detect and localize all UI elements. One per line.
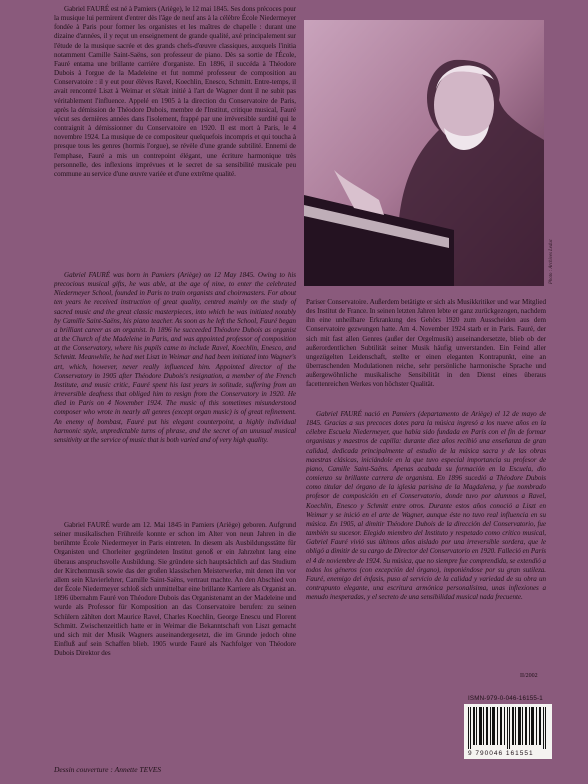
cover-design-credit: Dessin couverture : Annette TEVES xyxy=(54,765,162,774)
ismn-number: ISMN-979-0-046-16155-1 xyxy=(468,695,543,702)
french-biography: Gabriel FAURÉ est né à Pamiers (Ariège), le 12 mai 1845. Ses dons précoces pour la musique lui permirent d'entrer dès l'âge de neuf ans à la célèbre École Niedermeyer fondée à Paris pour former les organistes et les maîtres de chapelle : durant une dizaine d'années, il y reçut un enseignement de grande qualité, axé principalement sur l'étude de la musique sacrée et des grands chefs-d'œuvre classiques, auxquels l'initia notamment Camille Saint-Saëns, son professeur de piano. Dès sa sortie de l'École, Fauré entama une brillante carrière d'organiste. En 1896, il succéda à Théodore Dubois à l'orgue de la Madeleine et fut nommé professeur de composition au Conservatoire : il y eut pour élèves Ravel, Koechlin, Enesco, Schmitt. Entre-temps, il avait rencontré Liszt à Weimar et s'était initié à l'art de Wagner dont il ne subit pas véritablement l'influence. Appelé en 1905 à la direction du Conservatoire de Paris, après la démission de Théodore Dubois, membre de l'Institut, critique musical, Fauré vécut ses dernières années dans l'isolement, frappé par une irréversible surdité qui le contraignit à démissionner du Conservatoire en 1920. Il est mort à Paris, le 4 novembre 1924. La musique de ce compositeur quelquefois incompris et qui toucha à presque tous les genres (hormis l'orgue), se révèle d'une grande subtilité. Ennemi de l'emphase, Fauré a mis un contrepoint élégant, une écriture harmonique très personnelle, des inflexions imprévues et le secret de sa sensibilité musicale peu commune au service d'une œuvre variée et d'une extrême qualité. xyxy=(54,5,296,178)
barcode-bars xyxy=(464,704,552,750)
portrait-illustration xyxy=(304,20,544,286)
english-biography: Gabriel FAURÉ was born in Pamiers (Ariège) on 12 May 1845. Owing to his precocious musical gifts, he was able, at the age of nine, to enter the celebrated Niedermeyer School, founded in Paris to train organists and choirmasters. For about ten years he received instruction of great quality, centred mainly on the study of sacred music and the great classic masterpieces, into which he was initiated notably by Camille Saint-Saëns, his piano teacher. As soon as he left the School, Fauré began a brilliant career as an organist. In 1896 he succeeded Théodore Dubois as organist at the Church of the Madeleine in Paris, and was appointed professor of composition at the Conservatory, where his pupils came to include Ravel, Koechlin, Enesco, and Schmitt. Meanwhile, he had met Liszt in Weimar and had been initiated into Wagner's art, which, however, never really influenced him. Appointed director of the Conservatory in 1905 after Théodore Dubois's resignation, a member of the French Institute, and music critic, Fauré spent his last years in solitude, suffering from an irreversible deafness that obliged him to resign from the Conservatory in 1920. He died in Paris on 4 November 1924. The music of this sometimes misunderstood composer who wrote in nearly all genres (except organ music) is of great refinement. An enemy of bombast, Fauré put his elegant counterpoint, a highly individual harmonic style, unpredictable turns of phrase, and the secret of an unusual musical sensitivity at the service of music that is both varied and of very high quality. xyxy=(54,271,296,444)
photo-credit: Photo : Archives Leduc xyxy=(549,239,554,284)
german-biography-part1: Gabriel FAURÉ wurde am 12. Mai 1845 in Pamiers (Ariège) geboren. Aufgrund seiner musikalischen Frühreife konnte er schon im Alter von neun Jahren in die berühmte École Niedermeyer in Paris eintreten. In diesem als Ausbildungsstätte für Organisten und Chorleiter gegründeten Institut genoß er ein Jahrzehnt lang eine überaus anspruchsvolle Ausbildung. Sie gründete sich hauptsächlich auf das Studium der Kirchenmusik sowie das der großen klassischen Meisterwerke, mit denen ihn vor allem sein Klavierlehrer, Camille Saint-Saëns, vertraut machte. An den Abschied von der École Niedermeyer schloß sich unmittelbar eine brillante Karriere als Organist an. 1896 übernahm Fauré von Théodore Dubois das Organistenamt an der Madeleine und wurde als Professor für Komposition an das Conservatoire berufen: zu seinen Schülern zählten dort Maurice Ravel, Charles Koechlin, George Enescu und Florent Schmitt. Zwischenzeitlich hatte er in Weimar die Bekanntschaft von Liszt gemacht und sich mit der Musik Wagners auseinandergesetzt, die im Grunde jedoch ohne Einfluß auf sein Schaffen blieb. 1905 wurde Fauré als Nachfolger von Théodore Dubois Direktor des xyxy=(54,521,296,658)
edition-code: II/2002 xyxy=(520,673,538,679)
spanish-biography: Gabriel FAURÉ nació en Pamiers (departamento de Ariège) el 12 de mayo de 1845. Gracias a sus precoces dotes para la música ingresó a los nueve años en la célebre Escuela Niedermeyer, que había sido fundada en París con el fin de formar organistas y maestros de capilla: durante diez años recibió una enseñanza de gran calidad, dedicada principalmente al estudio de la música sacra y de las obras maestras clásicas, iniciándole en la que tuvo especial importancia su profesor de piano, Camille Saint-Saëns. Apenas acabada su formación en la Escuela, dio comienzo su brillante carrera de organista. En 1896 sucedió a Théodore Dubois como titular del órgano de la iglesia parisina de la Magdalena, y fue nombrado profesor de composición en el Conservatorio, donde tuvo por alumnos a Ravel, Koechlin, Enesco y Schmitt entre otros. Durante estos años conoció a Liszt en Weimar y se inició en el arte de Wagner, aunque éste no tuvo real influencia en su música. En 1905, al dimitir Théodore Dubois de la dirección del Conservatorio, fue también su sucesor. Elegido miembro del Instituto y respetado como crítico musical, Gabriel Fauré vivió sus últimos años aislado por una irreversible sordera, que le obligó a dimitir de su cargo de Director del Conservatorio en 1920. Falleció en París el 4 de noviembre de 1924. Su música, que no siempre fue comprendida, se extendió a todos los géneros (con excepción del órgano), imponiéndose por su gran sutileza. Fauré, enemigo del énfasis, puso al servicio de la calidad y variedad de su obra un contrapunto elegante, una escritura armónica personalísima, unas inflexiones a menudo inesperadas, y el secreto de una sensibilidad musical nada frecuente. xyxy=(306,410,546,602)
barcode-number: 9 790046 161551 xyxy=(468,750,534,757)
german-biography-part2: Pariser Conservatoire. Außerdem betätigte er sich als Musikkritiker und war Mitglied des Institut de France. In seinen letzten Jahren lebte er ganz zurückgezogen, nachdem ihn eine unheilbare Erkrankung des Gehörs 1920 zum Ausscheiden aus dem Conservatoire gezwungen hatte. Am 4. November 1924 starb er in Paris. Fauré, der sich mit fast allen Genres (außer der Orgelmusik) auseinandersetzte, blieb ob der außerordentlichen Subtilität seiner Musik häufig unverstanden. Ein Feind aller ungezügelten Leidenschaft, stellte er einen eleganten Kontrapunkt, eine an überraschenden Modulationen reiche, sehr persönliche harmonische Sprache und außergewöhnliche musikalische Sensibilität in den Dienst eines überaus facettenreichen Werkes von höchster Qualität. xyxy=(306,298,546,389)
faure-portrait-photo xyxy=(304,20,544,286)
